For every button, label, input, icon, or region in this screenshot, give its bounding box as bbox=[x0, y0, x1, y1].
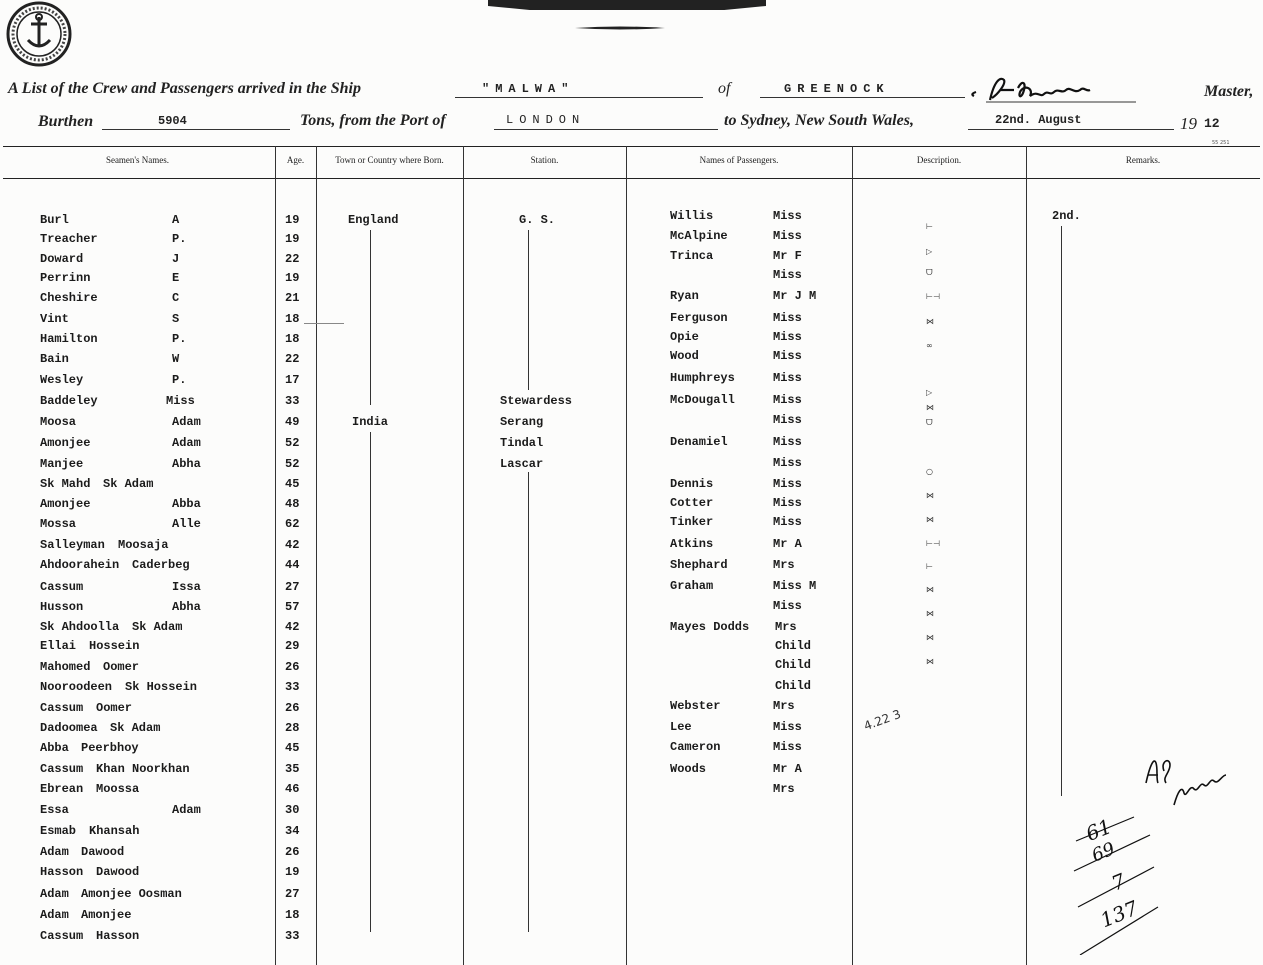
passenger-surname: Lee bbox=[670, 720, 692, 734]
of-label: of bbox=[718, 80, 731, 97]
passenger-surname: Webster bbox=[670, 699, 721, 713]
crew-age: 52 bbox=[285, 436, 300, 450]
col-header-passengers: Names of Passengers. bbox=[699, 155, 779, 165]
crew-age: 62 bbox=[285, 517, 300, 531]
table-header-rule bbox=[3, 178, 1260, 179]
column-divider bbox=[852, 146, 853, 965]
crew-age: 26 bbox=[285, 660, 300, 674]
crew-surname: Hasson bbox=[40, 865, 84, 879]
passenger-title: Mrs bbox=[773, 558, 795, 572]
crew-given-name: Adam bbox=[172, 803, 201, 817]
manifest-title-prefix: A List of the Crew and Passengers arrived in the Ship bbox=[8, 80, 361, 97]
passenger-surname: Opie bbox=[670, 330, 699, 344]
crew-given-name: Dawood bbox=[96, 865, 140, 879]
crew-age: 57 bbox=[285, 600, 300, 614]
passenger-surname: Cameron bbox=[670, 740, 721, 754]
passenger-title: Mrs bbox=[775, 620, 797, 634]
passenger-title: Mr J M bbox=[773, 289, 817, 303]
crew-age: 33 bbox=[285, 680, 300, 694]
passenger-surname: McAlpine bbox=[670, 229, 728, 243]
crew-birthplace: England bbox=[348, 213, 399, 227]
passenger-title: Mr A bbox=[773, 762, 802, 776]
passenger-surname: Graham bbox=[670, 579, 714, 593]
crew-given-name: Alle bbox=[172, 517, 201, 531]
crew-surname: Ebrean bbox=[40, 782, 84, 796]
crew-surname: Wesley bbox=[40, 373, 84, 387]
passenger-title: Child bbox=[775, 658, 812, 672]
col-header-born: Town or Country where Born. bbox=[335, 155, 444, 165]
crew-surname: Abba bbox=[40, 741, 69, 755]
burthen-label: Burthen bbox=[38, 113, 94, 130]
crew-age: 33 bbox=[285, 929, 300, 943]
tons-from-port-label: Tons, from the Port of bbox=[300, 112, 446, 129]
crew-given-name: Abba bbox=[172, 497, 201, 511]
crew-age: 44 bbox=[285, 558, 300, 572]
passenger-title: Miss M bbox=[773, 579, 817, 593]
crew-age: 27 bbox=[285, 887, 300, 901]
column-divider bbox=[316, 146, 317, 965]
passenger-title: Miss bbox=[773, 456, 802, 470]
crew-given-name: Dawood bbox=[81, 845, 125, 859]
crew-given-name: P. bbox=[172, 373, 187, 387]
passenger-title: Miss bbox=[773, 599, 802, 613]
passenger-title: Miss bbox=[773, 740, 802, 754]
description-mark: ⊢⊣ bbox=[926, 539, 940, 548]
description-mark: ○ bbox=[926, 467, 933, 476]
passenger-surname: Ferguson bbox=[670, 311, 728, 325]
crew-surname: Burl bbox=[40, 213, 69, 227]
crew-surname: Cassum bbox=[40, 762, 84, 776]
crew-surname: Cassum bbox=[40, 929, 84, 943]
crew-age: 48 bbox=[285, 497, 300, 511]
crew-surname: Treacher bbox=[40, 232, 98, 246]
remarks-class: 2nd. bbox=[1052, 209, 1081, 223]
passenger-title: Miss bbox=[773, 311, 802, 325]
title-banner-fragment bbox=[488, 0, 766, 10]
table-top-rule bbox=[3, 146, 1260, 147]
master-label: Master, bbox=[1204, 83, 1254, 100]
crew-surname: Salleyman bbox=[40, 538, 105, 552]
description-mark: ▷ bbox=[926, 247, 933, 256]
description-mark: ᗜ bbox=[926, 418, 933, 427]
crew-age: 22 bbox=[285, 352, 300, 366]
year-suffix: 12 bbox=[1204, 116, 1220, 131]
crew-given-name: Sk Hossein bbox=[125, 680, 198, 694]
crew-station: Lascar bbox=[500, 457, 544, 471]
crew-given-name: Adam bbox=[172, 436, 201, 450]
description-mark: ⋈ bbox=[926, 515, 934, 524]
crew-given-name: Miss bbox=[166, 394, 195, 408]
column-divider bbox=[275, 146, 276, 965]
passenger-title: Miss bbox=[773, 515, 802, 529]
crew-given-name: E bbox=[172, 271, 180, 285]
tally-value: 137 bbox=[1096, 895, 1142, 933]
crew-given-name: Peerbhoy bbox=[81, 741, 139, 755]
crew-age: 52 bbox=[285, 457, 300, 471]
crew-surname: Essa bbox=[40, 803, 69, 817]
tally-value: 61 bbox=[1082, 814, 1116, 846]
passenger-surname: Trinca bbox=[670, 249, 714, 263]
crew-given-name: Sk Adam bbox=[132, 620, 183, 634]
crew-surname: Ellai bbox=[40, 639, 77, 653]
departure-port: LONDON bbox=[506, 113, 586, 127]
crew-age: 18 bbox=[285, 312, 300, 326]
title-flourish bbox=[575, 26, 665, 30]
column-divider bbox=[1026, 146, 1027, 965]
crew-age: 34 bbox=[285, 824, 300, 838]
crew-age: 49 bbox=[285, 415, 300, 429]
crew-age: 18 bbox=[285, 908, 300, 922]
crew-age: 29 bbox=[285, 639, 300, 653]
crew-age: 45 bbox=[285, 477, 300, 491]
crew-surname: Cheshire bbox=[40, 291, 98, 305]
crew-surname: Amonjee bbox=[40, 436, 91, 450]
crew-surname: Vint bbox=[40, 312, 69, 326]
form-number: 55 251 bbox=[1212, 140, 1230, 146]
column-divider bbox=[626, 146, 627, 965]
crew-age: 26 bbox=[285, 701, 300, 715]
ditto-line bbox=[370, 432, 371, 932]
crew-given-name: Moosaja bbox=[118, 538, 169, 552]
crew-surname: Doward bbox=[40, 252, 84, 266]
ditto-line bbox=[1061, 226, 1062, 796]
passenger-title: Child bbox=[775, 639, 812, 653]
crew-surname: Adam bbox=[40, 887, 69, 901]
crew-given-name: Khan Noorkhan bbox=[96, 762, 190, 776]
crew-age: 19 bbox=[285, 271, 300, 285]
col-header-description: Description. bbox=[916, 155, 962, 165]
passenger-title: Miss bbox=[773, 393, 802, 407]
passenger-title: Miss bbox=[773, 349, 802, 363]
crew-surname: Moosa bbox=[40, 415, 77, 429]
passenger-title: Miss bbox=[773, 371, 802, 385]
home-port: GREENOCK bbox=[784, 82, 890, 96]
passenger-surname: Willis bbox=[670, 209, 714, 223]
crew-given-name: Adam bbox=[172, 415, 201, 429]
col-header-age: Age. bbox=[286, 155, 305, 165]
crew-given-name: Sk Adam bbox=[110, 721, 161, 735]
crew-surname: Husson bbox=[40, 600, 84, 614]
crew-surname: Mahomed bbox=[40, 660, 91, 674]
crew-given-name: P. bbox=[172, 232, 187, 246]
crew-age: 28 bbox=[285, 721, 300, 735]
passenger-title: Miss bbox=[773, 435, 802, 449]
crew-age: 21 bbox=[285, 291, 300, 305]
crew-surname: Bain bbox=[40, 352, 69, 366]
col-header-station: Station. bbox=[530, 155, 559, 165]
passenger-title: Miss bbox=[773, 413, 802, 427]
crew-surname: Manjee bbox=[40, 457, 84, 471]
description-mark: ▷ bbox=[926, 388, 933, 397]
crew-station: Serang bbox=[500, 415, 544, 429]
crew-age: 26 bbox=[285, 845, 300, 859]
passenger-title: Miss bbox=[773, 720, 802, 734]
description-mark: ⊢ bbox=[926, 222, 933, 231]
passenger-surname: Tinker bbox=[670, 515, 714, 529]
passenger-surname: Denamiel bbox=[670, 435, 728, 449]
crew-surname: Adam bbox=[40, 908, 69, 922]
ditto-line bbox=[370, 230, 371, 405]
crew-age: 45 bbox=[285, 741, 300, 755]
passenger-title: Mr F bbox=[773, 249, 802, 263]
passenger-surname: Dennis bbox=[670, 477, 714, 491]
ditto-line bbox=[528, 472, 529, 932]
crew-station: G. S. bbox=[519, 213, 556, 227]
ditto-line bbox=[528, 230, 529, 390]
crew-station: Tindal bbox=[500, 436, 544, 450]
description-mark: ⊢⊣ bbox=[926, 292, 940, 301]
crew-given-name: Oomer bbox=[103, 660, 140, 674]
crew-age: 27 bbox=[285, 580, 300, 594]
crew-surname: Cassum bbox=[40, 701, 84, 715]
passenger-title: Miss bbox=[773, 477, 802, 491]
master-initials-handwriting bbox=[1140, 745, 1250, 815]
crew-surname: Nooroodeen bbox=[40, 680, 113, 694]
passenger-surname: Ryan bbox=[670, 289, 699, 303]
description-mark: ⋈ bbox=[926, 317, 934, 326]
crew-age: 42 bbox=[285, 620, 300, 634]
crew-age: 33 bbox=[285, 394, 300, 408]
crew-given-name: Moossa bbox=[96, 782, 140, 796]
description-mark: ⋈ bbox=[926, 633, 934, 642]
crew-given-name: Oomer bbox=[96, 701, 133, 715]
col-header-seamen: Seamen's Names. bbox=[105, 155, 170, 165]
crew-surname: Sk Ahdoolla bbox=[40, 620, 120, 634]
crew-given-name: Amonjee bbox=[81, 908, 132, 922]
passenger-title: Miss bbox=[773, 209, 802, 223]
crew-given-name: Sk Adam bbox=[103, 477, 154, 491]
description-mark: ⋈ bbox=[926, 657, 934, 666]
description-mark: ᗜ bbox=[926, 268, 933, 277]
description-mark: ⊢ bbox=[926, 562, 933, 571]
crew-given-name: Hossein bbox=[89, 639, 140, 653]
crew-age: 19 bbox=[285, 865, 300, 879]
crew-age: 17 bbox=[285, 373, 300, 387]
crew-given-name: Hasson bbox=[96, 929, 140, 943]
tally-value: 69 bbox=[1088, 838, 1119, 867]
description-mark: ⋈ bbox=[926, 585, 934, 594]
col-header-remarks: Remarks. bbox=[1125, 155, 1161, 165]
crew-given-name: Issa bbox=[172, 580, 201, 594]
tally-value: 7 bbox=[1107, 868, 1129, 896]
crew-given-name: P. bbox=[172, 332, 187, 346]
passenger-surname: McDougall bbox=[670, 393, 735, 407]
crew-birthplace: India bbox=[352, 415, 389, 429]
arrival-date: 22nd. August bbox=[995, 113, 1082, 127]
description-mark: ⋈ bbox=[926, 491, 934, 500]
column-divider bbox=[463, 146, 464, 965]
crew-given-name: Caderbeg bbox=[132, 558, 190, 572]
crew-surname: Ahdoorahein bbox=[40, 558, 120, 572]
customs-seal-icon bbox=[4, 0, 74, 70]
passenger-surname: Shephard bbox=[670, 558, 728, 572]
crew-age: 46 bbox=[285, 782, 300, 796]
crew-given-name: J bbox=[172, 252, 180, 266]
passenger-surname: Woods bbox=[670, 762, 707, 776]
crew-surname: Perrinn bbox=[40, 271, 91, 285]
crew-given-name: Amonjee Oosman bbox=[81, 887, 182, 901]
crew-surname: Esmab bbox=[40, 824, 77, 838]
passenger-title: Miss bbox=[773, 496, 802, 510]
crew-given-name: S bbox=[172, 312, 180, 326]
passenger-title: Mr A bbox=[773, 537, 802, 551]
crew-surname: Amonjee bbox=[40, 497, 91, 511]
crew-surname: Sk Mahd bbox=[40, 477, 91, 491]
description-mark: ⋈ bbox=[926, 403, 934, 412]
crew-given-name: C bbox=[172, 291, 180, 305]
crew-age: 18 bbox=[285, 332, 300, 346]
passenger-title: Mrs bbox=[773, 699, 795, 713]
passenger-surname: Mayes Dodds bbox=[670, 620, 750, 634]
crew-surname: Baddeley bbox=[40, 394, 98, 408]
crew-age: 30 bbox=[285, 803, 300, 817]
tonnage-value: 5904 bbox=[158, 114, 187, 128]
description-mark: ⋈ bbox=[926, 609, 934, 618]
crew-given-name: Abha bbox=[172, 457, 201, 471]
destination-label: to Sydney, New South Wales, bbox=[724, 112, 914, 129]
passenger-title: Miss bbox=[773, 229, 802, 243]
crew-surname: Adam bbox=[40, 845, 69, 859]
crew-age: 19 bbox=[285, 232, 300, 246]
description-mark: ∞ bbox=[926, 341, 933, 350]
crew-surname: Cassum bbox=[40, 580, 84, 594]
crew-surname: Mossa bbox=[40, 517, 77, 531]
crew-surname: Dadoomea bbox=[40, 721, 98, 735]
crew-station: Stewardess bbox=[500, 394, 573, 408]
master-signature bbox=[970, 74, 1150, 106]
crew-given-name: Khansah bbox=[89, 824, 140, 838]
crew-age: 22 bbox=[285, 252, 300, 266]
passenger-surname: Humphreys bbox=[670, 371, 735, 385]
crew-age: 35 bbox=[285, 762, 300, 776]
stray-mark bbox=[304, 323, 344, 324]
crew-surname: Hamilton bbox=[40, 332, 98, 346]
year-prefix: 19 bbox=[1180, 114, 1197, 133]
margin-note: 4.22 3 bbox=[862, 706, 903, 734]
crew-given-name: A bbox=[172, 213, 180, 227]
crew-given-name: Abha bbox=[172, 600, 201, 614]
passenger-surname: Atkins bbox=[670, 537, 714, 551]
passenger-title: Miss bbox=[773, 330, 802, 344]
ship-name: "MALWA" bbox=[482, 82, 575, 96]
crew-given-name: W bbox=[172, 352, 180, 366]
crew-age: 42 bbox=[285, 538, 300, 552]
crew-age: 19 bbox=[285, 213, 300, 227]
passenger-title: Child bbox=[775, 679, 812, 693]
passenger-surname: Cotter bbox=[670, 496, 714, 510]
passenger-surname: Wood bbox=[670, 349, 699, 363]
passenger-title: Mrs bbox=[773, 782, 795, 796]
passenger-title: Miss bbox=[773, 268, 802, 282]
